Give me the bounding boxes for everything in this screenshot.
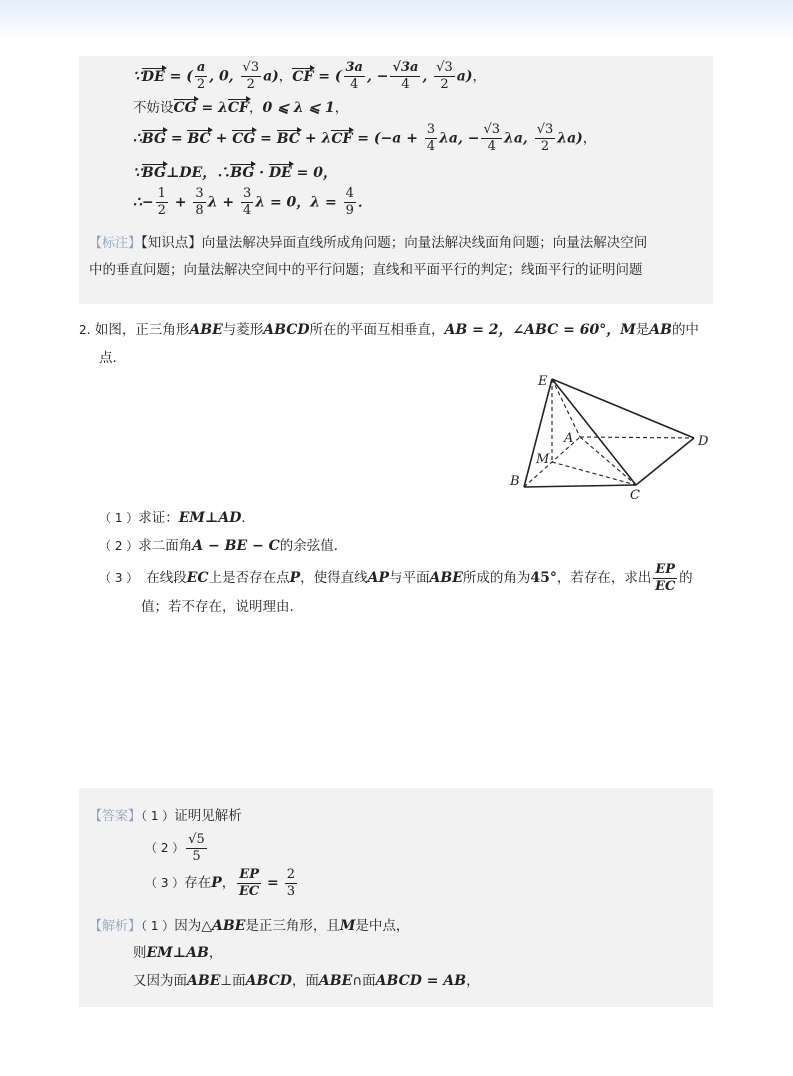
question-math: EC — [186, 570, 209, 586]
analysis-math: △ABE — [201, 918, 246, 934]
question-math: 45° — [530, 570, 557, 586]
analysis-text: ∩面 — [352, 973, 376, 989]
edge-EB — [524, 379, 552, 487]
analysis-text: 因为 — [174, 918, 202, 934]
answer-line-1 — [89, 806, 242, 827]
problem-stem — [79, 320, 699, 340]
top-header-band — [0, 0, 793, 40]
analysis-math: ABCD = AB — [375, 973, 467, 989]
stem-math: ABE — [189, 322, 223, 338]
question-math: P — [289, 570, 301, 586]
question-3 — [99, 560, 693, 596]
analysis-text: ， — [208, 945, 223, 961]
question-text: ． — [241, 510, 255, 526]
answer-number: （ 2 ） — [145, 841, 185, 855]
question-text: 在线段 — [146, 570, 187, 586]
analysis-text: ⊥面 — [220, 973, 246, 989]
label-B: B — [510, 474, 520, 489]
label-A: A — [564, 431, 574, 446]
problem-number: 2. — [79, 323, 91, 337]
knowledge-line-1 — [89, 233, 647, 254]
question-text: 的余弦值． — [279, 538, 348, 554]
question-number: （ 3 ） — [99, 571, 139, 585]
analysis-line-1 — [89, 916, 409, 937]
solution-line-1: ∵DE = ( $\frac{a}{2}$ , 0, $\frac{√3}{2}$ a)，CF = ( $\frac{3a}{4}$ , − $\frac{√3a}{4}$ , $\frac{√3}{2}$ a)， — [133, 60, 486, 92]
edge-BC — [524, 485, 636, 487]
analysis-text: 则 — [133, 945, 147, 961]
question-text: 求二面角 — [138, 538, 193, 554]
question-1 — [99, 508, 255, 528]
answer-line-3 — [145, 863, 299, 903]
answer-fraction: $\frac{EP}{EC}$ — [239, 866, 260, 899]
knowledge-line-2: 中的垂直问题；向量法解决空间中的平行问题；直线和平面平行的判定；线面平行的证明问题 — [89, 262, 643, 278]
question-math: ABE — [429, 570, 463, 586]
question-math: AP — [367, 570, 390, 586]
edge-AD — [580, 437, 694, 438]
tag-label: 【标注】 — [89, 236, 142, 251]
analysis-text: 是正三角形，且 — [245, 918, 340, 934]
question-text: 与平面 — [389, 570, 430, 586]
edge-ED — [552, 379, 694, 438]
analysis-line-3 — [133, 971, 480, 991]
stem-math: AB — [649, 322, 672, 338]
stem-text: 如图，正三角形 — [94, 322, 190, 338]
answer-line-2 — [145, 828, 209, 868]
answer-number: （ 3 ） — [145, 876, 185, 890]
solution-line-5: ∴− $\frac{1}{2}$ + $\frac{3}{8}$ λ + $\frac{3}{4}$ λ = 0，λ = $\frac{4}{9}$ ． — [133, 186, 372, 218]
label-D: D — [698, 434, 709, 449]
analysis-text: 是中点， — [355, 918, 410, 934]
question-2 — [99, 536, 347, 556]
stem-text: 是 — [635, 322, 650, 338]
analysis-math: ABE — [187, 973, 221, 989]
stem-text: 的中 — [671, 322, 699, 338]
stem-text: 与菱形 — [222, 322, 264, 338]
stem-text: 所在的平面互相垂直， — [309, 322, 445, 338]
question-number: （ 2 ） — [99, 539, 139, 553]
question-number: （ 1 ） — [99, 511, 139, 525]
stem-math: ABCD — [263, 322, 310, 338]
analysis-text: 又因为面 — [133, 973, 187, 989]
geometry-figure — [500, 365, 720, 505]
answer-fraction: $\frac{√5}{5}$ — [188, 831, 205, 864]
label-E: E — [538, 374, 548, 389]
question-text: 的 — [679, 570, 693, 586]
question-3-cont: 值；若不存在，说明理由． — [141, 599, 303, 615]
solution-line-3: ∴BG = BC + CG = BC + λCF = (−a + $\frac{3}{4}$ λa, − $\frac{√3}{4}$ λa, $\frac{√3}{2}$ λa)， — [133, 122, 597, 154]
question-text: 所成的角为 — [462, 570, 531, 586]
answer-number: （ 1 ） — [141, 809, 175, 823]
knowledge-text: 【知识点】向量法解决异面直线所成角问题；向量法解决线面角问题；向量法解决空间 — [141, 235, 648, 251]
analysis-tag: 【解析】 — [89, 919, 142, 934]
answer-fraction: $\frac{2}{3}$ — [286, 866, 295, 899]
analysis-text: ，面 — [291, 973, 319, 989]
question-fraction: $\frac{EP}{EC}$ — [655, 561, 676, 594]
question-text: ，若存在，求出 — [556, 570, 652, 586]
solution-line-4: ∵BG⊥DE，∴BG · DE = 0， — [133, 165, 337, 181]
analysis-number: （ 1 ） — [141, 919, 175, 933]
answer-tag: 【答案】 — [89, 809, 142, 824]
label-M: M — [536, 452, 550, 467]
answer-math: P — [211, 875, 222, 891]
question-text: ，使得直线 — [300, 570, 368, 586]
analysis-text: ， — [466, 973, 480, 989]
answer-comma: ， — [221, 875, 236, 891]
problem-stem-cont: 点． — [99, 350, 126, 366]
answer-text: 存在 — [184, 875, 212, 891]
question-text: 求证： — [138, 510, 179, 526]
analysis-line-2 — [133, 943, 222, 963]
answer-math: = — [266, 875, 279, 891]
question-math: A − BE − C — [192, 538, 280, 554]
analysis-math: ABCD — [245, 973, 292, 989]
solution-line-2: 不妨设CG = λCF，0 ⩽ λ ⩽ 1， — [133, 100, 349, 116]
label-C: C — [630, 488, 640, 503]
answer-text: 证明见解析 — [174, 808, 242, 824]
stem-math: AB = 2，∠ABC = 60°，M — [444, 322, 636, 338]
edge-CD — [636, 438, 694, 485]
question-math: EM⊥AD — [178, 510, 242, 526]
analysis-math: EM⊥AB — [146, 945, 209, 961]
analysis-math: ABE — [318, 973, 353, 989]
question-text: 上是否存在点 — [208, 570, 290, 586]
analysis-math: M — [339, 918, 356, 934]
